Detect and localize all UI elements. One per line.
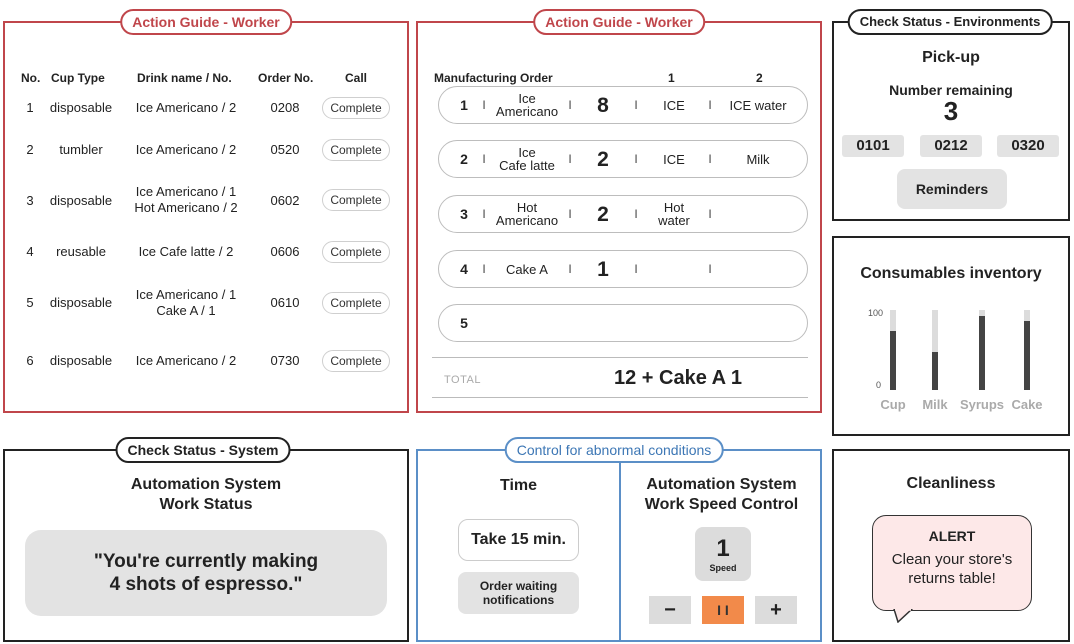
drink-name: Ice Americano / 1 Cake A / 1: [135, 287, 237, 318]
speed-value: 1: [716, 535, 730, 562]
inventory-label-milk: Milk: [922, 397, 948, 412]
environment-status-title: Check Status - Environments: [848, 9, 1053, 35]
system-status-heading: Automation System Work Status: [130, 476, 282, 513]
inventory-panel: [832, 236, 1070, 436]
separator: I: [568, 151, 572, 166]
inventory-bar-fill: [1024, 321, 1030, 390]
drink-name: Ice Americano / 1 Hot Americano / 2: [134, 184, 238, 215]
separator: I: [482, 97, 486, 112]
col-header-order-no: Order No.: [258, 71, 314, 85]
system-status-panel: [3, 449, 409, 642]
speed-decrease-button[interactable]: −: [649, 596, 691, 624]
cleanliness-panel: [832, 449, 1070, 642]
total-divider-bottom: [432, 397, 808, 398]
order-number: 0730: [270, 353, 300, 368]
separator: I: [482, 206, 486, 221]
quantity: 8: [597, 93, 609, 117]
order-list-title: Action Guide - Worker: [120, 9, 292, 35]
separator: I: [708, 97, 712, 112]
separator: I: [568, 261, 572, 276]
alert-bubble-tail: [892, 609, 916, 623]
inventory-label-cake: Cake: [1011, 397, 1043, 412]
remaining-label: Number remaining: [889, 82, 1013, 98]
axis-max-label: 100: [868, 308, 884, 318]
row-number: 2: [460, 150, 468, 167]
col-header-drink: Drink name / No.: [137, 71, 232, 85]
system-status-title: Check Status - System: [116, 437, 291, 463]
order-number: 0602: [270, 193, 300, 208]
inventory-bar-fill: [932, 352, 938, 390]
quantity: 1: [597, 257, 609, 281]
drink-name: Ice Americano / 2: [135, 353, 237, 368]
manufacturing-row[interactable]: [438, 140, 808, 178]
separator: I: [568, 206, 572, 221]
separator: I: [708, 151, 712, 166]
row-number: 2: [26, 142, 34, 157]
item-name: Hot Americano: [495, 200, 559, 228]
separator: I: [634, 261, 638, 276]
drink-name: Ice Americano / 2: [135, 142, 237, 157]
complete-button[interactable]: Complete: [322, 97, 390, 119]
manufacturing-row[interactable]: [438, 86, 808, 124]
quantity: 2: [597, 202, 609, 226]
inventory-title: Consumables inventory: [860, 265, 1042, 282]
order-number: 0520: [270, 142, 300, 157]
cup-type: disposable: [49, 100, 113, 115]
separator: I: [482, 261, 486, 276]
row-number: 3: [26, 193, 34, 208]
total-divider-top: [432, 357, 808, 358]
cup-type: reusable: [56, 244, 106, 259]
cup-type: disposable: [49, 193, 113, 208]
manufacturing-row[interactable]: [438, 304, 808, 342]
alert-title: ALERT: [928, 528, 976, 544]
separator: I: [568, 97, 572, 112]
row-number: 3: [460, 205, 468, 222]
item-name: Ice Americano: [495, 91, 559, 119]
col-header-cup-type: Cup Type: [51, 71, 105, 85]
quantity: 2: [597, 147, 609, 171]
option-1: ICE: [663, 97, 685, 113]
col-header-call: Call: [345, 71, 368, 85]
option-2: ICE water: [729, 97, 787, 113]
inventory-bar-fill: [979, 316, 985, 390]
manufacturing-panel: [416, 21, 822, 413]
row-number: 5: [26, 295, 34, 310]
col-header-no: No.: [21, 71, 41, 85]
drink-name: Ice Cafe latte / 2: [138, 244, 234, 259]
order-number: 0606: [270, 244, 300, 259]
row-number: 1: [26, 100, 34, 115]
inventory-bar-syrups: [979, 310, 985, 390]
cleanliness-title: Cleanliness: [906, 475, 996, 492]
complete-button[interactable]: Complete: [322, 241, 390, 263]
item-name: Ice Cafe latte: [499, 145, 555, 173]
option-1: Hot water: [658, 200, 690, 228]
inventory-label-cup: Cup: [880, 397, 906, 412]
cup-type: disposable: [49, 353, 113, 368]
reminders-button[interactable]: Reminders: [897, 169, 1007, 209]
environment-status-panel: [832, 21, 1070, 221]
inventory-label-syrups: Syrups: [959, 397, 1005, 412]
complete-button[interactable]: Complete: [322, 292, 390, 314]
total-value: 12 + Cake A 1: [613, 367, 743, 389]
manufacturing-row[interactable]: [438, 250, 808, 288]
cup-type: tumbler: [59, 142, 103, 157]
complete-button[interactable]: Complete: [322, 139, 390, 161]
speed-increase-button[interactable]: +: [755, 596, 797, 624]
option-1: ICE: [663, 151, 685, 167]
alert-text: Clean your store's returns table!: [891, 551, 1013, 587]
col-header-1: 1: [668, 71, 675, 85]
speed-label: Speed: [709, 563, 737, 573]
speed-control-heading: Automation System Work Speed Control: [644, 476, 799, 513]
inventory-bar-cake: [1024, 310, 1030, 390]
separator: I: [708, 206, 712, 221]
separator: I: [634, 97, 638, 112]
separator: I: [634, 206, 638, 221]
row-number: 6: [26, 353, 34, 368]
manufacturing-order-header: Manufacturing Order: [434, 71, 553, 85]
col-header-2: 2: [756, 71, 763, 85]
separator: I: [708, 261, 712, 276]
abnormal-control-title: Control for abnormal conditions: [505, 437, 724, 463]
locker-button[interactable]: 0101: [842, 135, 904, 157]
speed-display: [695, 527, 751, 581]
abnormal-control-panel: [416, 449, 822, 642]
complete-button[interactable]: Complete: [322, 350, 390, 372]
inventory-bar-fill: [890, 331, 896, 390]
row-number: 4: [26, 244, 34, 259]
inventory-bar-milk: [932, 310, 938, 390]
axis-min-label: 0: [876, 380, 882, 390]
complete-button[interactable]: Complete: [322, 189, 390, 211]
drink-name: Ice Americano / 2: [135, 100, 237, 115]
locker-button[interactable]: 0320: [997, 135, 1059, 157]
order-list-panel: [3, 21, 409, 413]
pause-button[interactable]: I I: [702, 596, 744, 624]
manufacturing-row[interactable]: [438, 195, 808, 233]
separator: I: [482, 151, 486, 166]
total-label: TOTAL: [444, 374, 481, 386]
order-number: 0208: [270, 100, 300, 115]
option-2: Milk: [746, 151, 770, 167]
pickup-heading: Pick-up: [922, 49, 980, 66]
alert-bubble: [872, 515, 1032, 611]
manufacturing-title: Action Guide - Worker: [533, 9, 705, 35]
cup-type: disposable: [49, 295, 113, 310]
work-status-message: "You're currently making 4 shots of espresso.": [25, 530, 387, 616]
separator: I: [634, 151, 638, 166]
time-estimate: Take 15 min.: [458, 519, 579, 561]
time-heading: Time: [499, 477, 538, 494]
row-number: 4: [460, 260, 468, 277]
inventory-bar-cup: [890, 310, 896, 390]
locker-button[interactable]: 0212: [920, 135, 982, 157]
remaining-count: 3: [943, 96, 959, 126]
row-number: 5: [460, 314, 468, 331]
item-name: Cake A: [506, 261, 548, 277]
order-waiting-notifications-button[interactable]: Order waiting notifications: [458, 572, 579, 614]
order-number: 0610: [270, 295, 300, 310]
row-number: 1: [460, 96, 468, 113]
